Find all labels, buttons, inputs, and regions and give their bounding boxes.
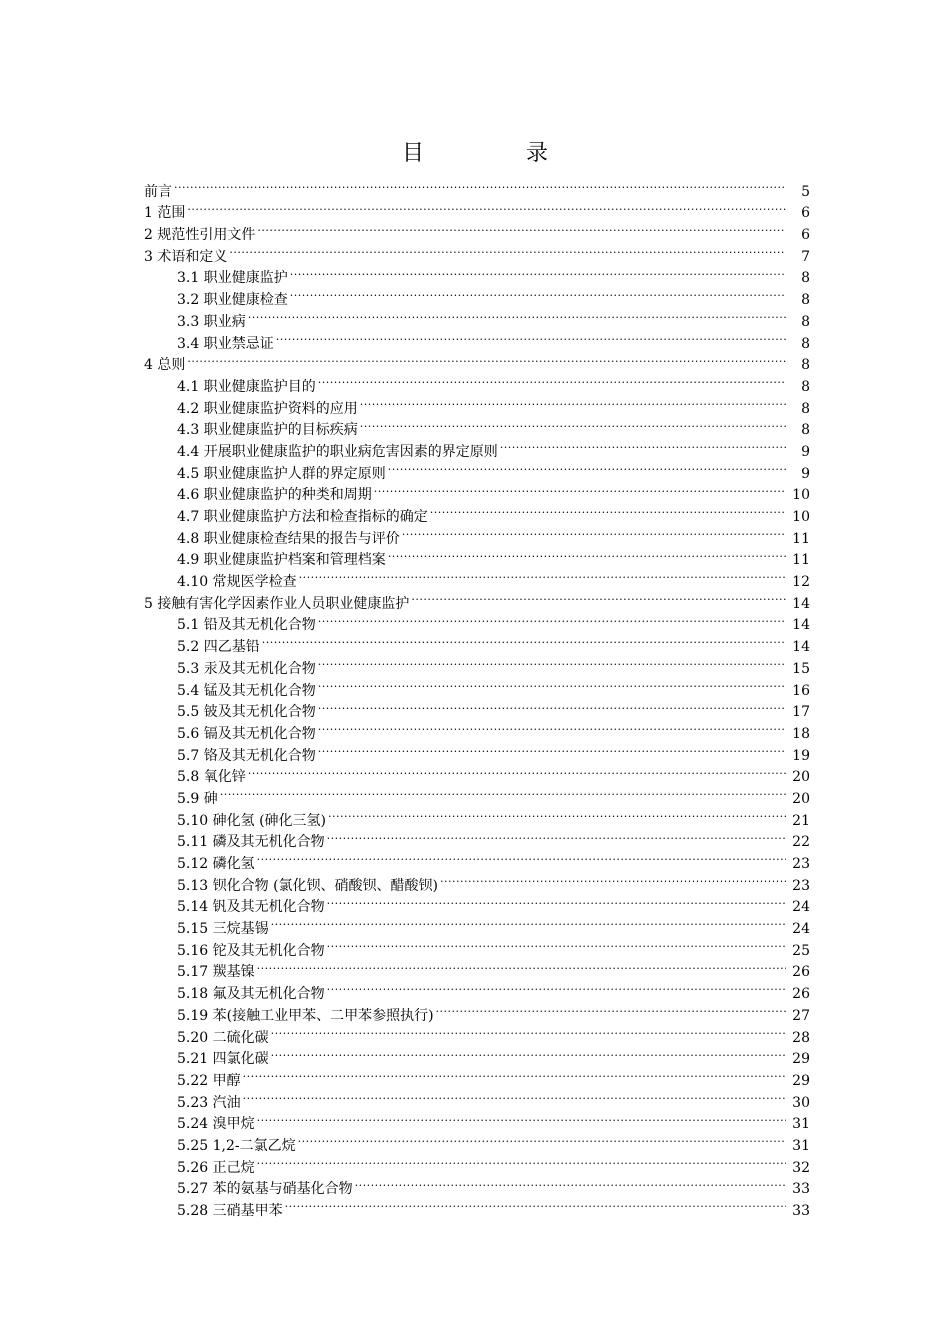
toc-entry-page-number: 22 bbox=[792, 834, 810, 851]
toc-entry-label: 前言 bbox=[144, 183, 172, 200]
toc-entry-page-number: 19 bbox=[792, 747, 810, 764]
toc-entry-label: 5.8 氧化锌 bbox=[177, 769, 246, 786]
toc-entry-page-number: 9 bbox=[801, 465, 810, 482]
toc-entry-page-number: 11 bbox=[792, 552, 810, 569]
toc-entry-label: 5.1 铅及其无机化合物 bbox=[177, 617, 316, 634]
toc-entry-page-number: 8 bbox=[801, 357, 810, 374]
toc-entry-page-number: 8 bbox=[801, 378, 810, 395]
toc-entry-label: 4.5 职业健康监护人群的界定原则 bbox=[177, 465, 386, 482]
toc-dot-leader bbox=[411, 586, 786, 608]
toc-entry-label: 4.2 职业健康监护资料的应用 bbox=[177, 400, 358, 417]
toc-dot-leader bbox=[500, 434, 786, 456]
toc-entry-label: 5.14 钒及其无机化合物 bbox=[177, 899, 325, 916]
toc-entry-page-number: 15 bbox=[792, 660, 810, 677]
toc-entry-label: 5.23 汽油 bbox=[177, 1094, 241, 1111]
toc-entry[interactable] bbox=[144, 803, 810, 829]
toc-entry-page-number: 5 bbox=[801, 183, 810, 200]
toc-dot-leader bbox=[220, 781, 786, 803]
toc-entry-label: 5.16 铊及其无机化合物 bbox=[177, 942, 325, 959]
toc-entry-label: 4.3 职业健康监护的目标疾病 bbox=[177, 422, 358, 439]
toc-entry-page-number: 8 bbox=[801, 313, 810, 330]
toc-entry-page-number: 14 bbox=[792, 617, 810, 634]
toc-dot-leader bbox=[243, 1063, 786, 1085]
toc-entry-label: 4.4 开展职业健康监护的职业病危害因素的界定原则 bbox=[177, 443, 498, 460]
toc-dot-leader bbox=[187, 348, 786, 370]
toc-dot-leader bbox=[436, 998, 786, 1020]
toc-entry-label: 5 接触有害化学因素作业人员职业健康监护 bbox=[144, 595, 410, 612]
toc-dot-leader bbox=[174, 174, 786, 196]
toc-entry-page-number: 8 bbox=[801, 270, 810, 287]
toc-entry-page-number: 6 bbox=[801, 205, 810, 222]
page-title: 目 录 bbox=[401, 141, 588, 166]
toc-dot-leader bbox=[388, 543, 786, 565]
toc-entry-page-number: 14 bbox=[792, 595, 810, 612]
toc-entry[interactable] bbox=[144, 196, 810, 222]
toc-entry-page-number: 10 bbox=[792, 487, 810, 504]
toc-entry-label: 4.10 常规医学检查 bbox=[177, 574, 297, 591]
toc-dot-leader bbox=[257, 217, 786, 239]
toc-entry-page-number: 26 bbox=[792, 964, 810, 981]
toc-entry-page-number: 10 bbox=[792, 509, 810, 525]
toc-dot-leader bbox=[374, 478, 786, 500]
toc-entry-label: 5.6 镉及其无机化合物 bbox=[177, 725, 316, 742]
toc-dot-leader bbox=[327, 976, 786, 998]
toc-dot-leader bbox=[187, 196, 786, 218]
toc-entry-label: 5.25 1,2-二氯乙烷 bbox=[177, 1137, 296, 1154]
toc-entry[interactable] bbox=[144, 781, 810, 807]
toc-entry-label: 3.2 职业健康检查 bbox=[177, 292, 288, 309]
toc-entry-label: 5.19 苯(接触工业甲苯、二甲苯参照执行) bbox=[177, 1007, 434, 1024]
toc-dot-leader bbox=[243, 1085, 786, 1107]
toc-entry-label: 4.6 职业健康监护的种类和周期 bbox=[177, 487, 372, 504]
toc-dot-leader bbox=[318, 738, 786, 760]
toc-dot-leader bbox=[327, 890, 786, 912]
toc-entry-page-number: 25 bbox=[792, 942, 810, 959]
toc-dot-leader bbox=[318, 695, 786, 717]
toc-dot-leader bbox=[318, 651, 786, 673]
toc-entry-page-number: 12 bbox=[792, 574, 810, 591]
toc-entry-page-number: 29 bbox=[792, 1051, 810, 1068]
toc-entry-label: 5.10 砷化氢 (砷化三氢) bbox=[177, 812, 326, 829]
toc-dot-leader bbox=[318, 608, 786, 630]
toc-dot-leader bbox=[257, 1107, 786, 1129]
toc-dot-leader bbox=[360, 413, 786, 435]
toc-entry[interactable] bbox=[144, 217, 810, 244]
toc-dot-leader bbox=[271, 1020, 786, 1042]
toc-entry-label: 1 范围 bbox=[144, 205, 186, 222]
toc-entry-page-number: 11 bbox=[792, 530, 810, 547]
toc-entry-page-number: 33 bbox=[792, 1203, 810, 1219]
toc-entry-page-number: 26 bbox=[792, 986, 810, 1003]
toc-entry-label: 5.2 四乙基铅 bbox=[177, 639, 260, 656]
toc-entry-label: 4.7 职业健康监护方法和检查指标的确定 bbox=[177, 509, 428, 525]
toc-entry-page-number: 27 bbox=[792, 1007, 810, 1024]
toc-entry[interactable] bbox=[144, 348, 810, 374]
toc-entry-label: 5.13 钡化合物 (氯化钡、硝酸钡、醋酸钡) bbox=[177, 877, 438, 894]
toc-dot-leader bbox=[327, 825, 786, 847]
toc-dot-leader bbox=[355, 1172, 786, 1194]
toc-entry-page-number: 31 bbox=[792, 1137, 810, 1154]
toc-entry-page-number: 20 bbox=[792, 769, 810, 786]
toc-entry-label: 5.28 三硝基甲苯 bbox=[177, 1203, 283, 1219]
toc-dot-leader bbox=[402, 521, 786, 543]
toc-entry-label: 5.20 二硫化碳 bbox=[177, 1029, 269, 1046]
toc-entry-page-number: 33 bbox=[792, 1181, 810, 1198]
toc-entry-label: 5.4 锰及其无机化合物 bbox=[177, 682, 316, 699]
toc-entry[interactable] bbox=[144, 174, 810, 200]
toc-entry-page-number: 8 bbox=[801, 422, 810, 439]
toc-entry-label: 5.24 溴甲烷 bbox=[177, 1116, 255, 1133]
toc-dot-leader bbox=[276, 326, 786, 348]
toc-entry-label: 4 总则 bbox=[144, 357, 186, 374]
toc-entry-page-number: 8 bbox=[801, 292, 810, 309]
toc-entry-label: 5.27 苯的氨基与硝基化合物 bbox=[177, 1181, 353, 1198]
toc-entry-label: 5.18 氟及其无机化合物 bbox=[177, 986, 325, 1003]
toc-dot-leader bbox=[257, 955, 786, 977]
toc-entry-label: 2 规范性引用文件 bbox=[144, 227, 256, 244]
toc-dot-leader bbox=[271, 911, 786, 933]
toc-entry-page-number: 30 bbox=[792, 1094, 810, 1111]
toc-entry-page-number: 20 bbox=[792, 790, 810, 807]
toc-dot-leader bbox=[328, 803, 786, 825]
toc-entry-page-number: 32 bbox=[792, 1159, 810, 1176]
toc-entry-page-number: 23 bbox=[792, 856, 810, 872]
toc-entry-page-number: 24 bbox=[792, 921, 810, 938]
toc-dot-leader bbox=[290, 282, 786, 304]
toc-entry-page-number: 18 bbox=[792, 725, 810, 742]
toc-entry-label: 4.9 职业健康监护档案和管理档案 bbox=[177, 552, 386, 569]
toc-entry-page-number: 23 bbox=[792, 877, 810, 894]
toc-dot-leader bbox=[299, 564, 786, 586]
toc-entry-page-number: 16 bbox=[792, 682, 810, 699]
toc-entry-label: 5.3 汞及其无机化合物 bbox=[177, 660, 316, 677]
toc-list bbox=[144, 174, 810, 1219]
toc-entry-label: 5.11 磷及其无机化合物 bbox=[177, 834, 325, 851]
toc-dot-leader bbox=[430, 499, 786, 521]
toc-entry[interactable] bbox=[144, 369, 810, 395]
toc-entry[interactable] bbox=[144, 1107, 810, 1133]
toc-dot-leader bbox=[248, 760, 786, 782]
toc-entry-page-number: 9 bbox=[801, 443, 810, 460]
toc-entry[interactable] bbox=[144, 261, 810, 287]
toc-entry-page-number: 31 bbox=[792, 1116, 810, 1133]
toc-entry-label: 5.17 羰基镍 bbox=[177, 964, 255, 981]
toc-dot-leader bbox=[248, 304, 786, 326]
toc-entry-label: 5.21 四氯化碳 bbox=[177, 1051, 269, 1068]
toc-entry[interactable] bbox=[144, 239, 810, 265]
toc-entry-page-number: 28 bbox=[792, 1029, 810, 1046]
toc-dot-leader bbox=[290, 261, 786, 283]
toc-dot-leader bbox=[388, 456, 786, 478]
toc-dot-leader bbox=[327, 933, 786, 955]
toc-entry[interactable] bbox=[144, 1063, 810, 1089]
toc-entry-label: 5.9 砷 bbox=[177, 790, 218, 807]
toc-entry-page-number: 8 bbox=[801, 335, 810, 352]
toc-entry-label: 3.3 职业病 bbox=[177, 313, 246, 330]
toc-entry-label: 5.5 铍及其无机化合物 bbox=[177, 704, 316, 721]
toc-entry-label: 4.1 职业健康监护目的 bbox=[177, 378, 316, 395]
toc-dot-leader bbox=[298, 1128, 786, 1150]
toc-entry-label: 4.8 职业健康检查结果的报告与评价 bbox=[177, 530, 400, 547]
toc-entry-label: 3 术语和定义 bbox=[144, 248, 228, 265]
toc-entry-label: 5.26 正己烷 bbox=[177, 1159, 255, 1176]
toc-entry-page-number: 21 bbox=[792, 812, 810, 829]
toc-dot-leader bbox=[318, 369, 786, 391]
toc-dot-leader bbox=[271, 1042, 786, 1064]
toc-dot-leader bbox=[257, 1150, 786, 1172]
toc-dot-leader bbox=[262, 629, 786, 651]
toc-entry-page-number: 7 bbox=[801, 248, 810, 265]
toc-entry-label: 5.12 磷化氢 bbox=[177, 856, 255, 872]
toc-dot-leader bbox=[285, 1193, 786, 1215]
toc-dot-leader bbox=[257, 846, 786, 868]
toc-entry-label: 3.1 职业健康监护 bbox=[177, 270, 288, 287]
toc-entry-page-number: 14 bbox=[792, 639, 810, 656]
toc-entry-page-number: 17 bbox=[792, 704, 810, 721]
toc-entry-page-number: 29 bbox=[792, 1072, 810, 1089]
toc-dot-leader bbox=[318, 673, 786, 695]
toc-entry-label: 5.22 甲醇 bbox=[177, 1072, 241, 1089]
toc-entry-label: 5.7 铬及其无机化合物 bbox=[177, 747, 316, 764]
toc-dot-leader bbox=[440, 868, 786, 890]
toc-entry-page-number: 6 bbox=[801, 227, 810, 244]
toc-dot-leader bbox=[318, 716, 786, 738]
toc-entry[interactable] bbox=[144, 1085, 810, 1111]
toc-entry-label: 5.15 三烷基锡 bbox=[177, 921, 269, 938]
toc-entry-page-number: 8 bbox=[801, 400, 810, 417]
toc-entry-page-number: 24 bbox=[792, 899, 810, 916]
toc-dot-leader bbox=[229, 239, 786, 261]
toc-entry-label: 3.4 职业禁忌证 bbox=[177, 335, 274, 352]
toc-dot-leader bbox=[360, 391, 786, 413]
